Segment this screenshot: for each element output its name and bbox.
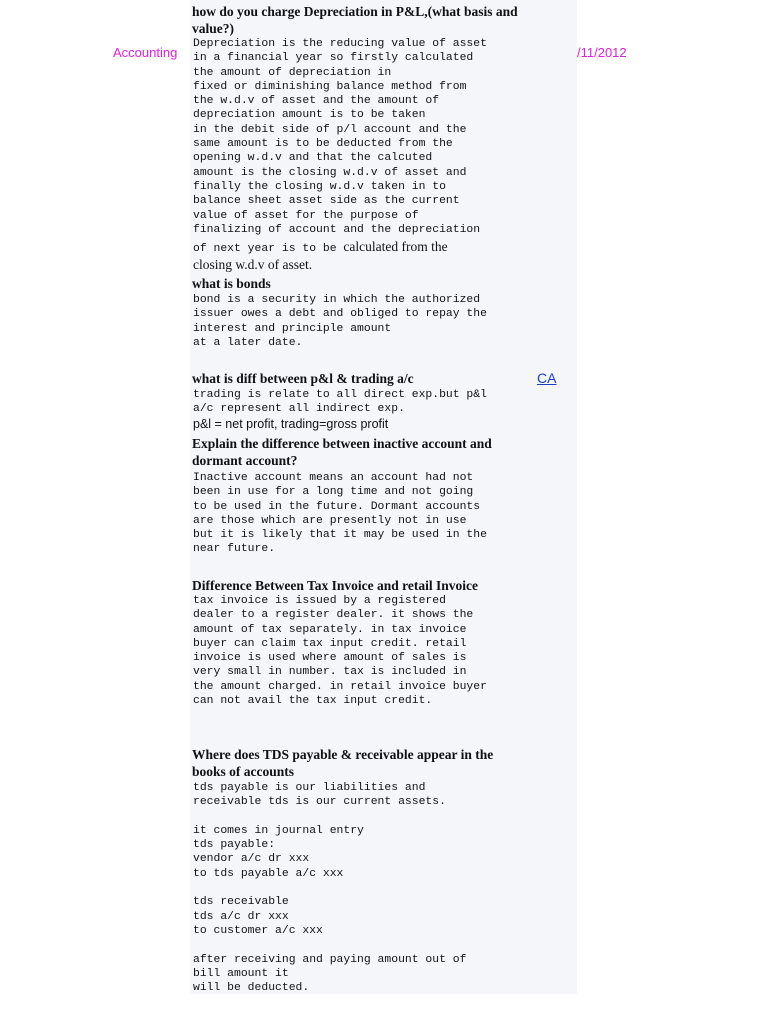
answer-depreciation-tail-mono: of next year is to be xyxy=(193,243,344,255)
answer-depreciation-tail-serif: calculated from the xyxy=(343,239,448,254)
answer-pl-trading-extra: p&l = net profit, trading=gross profit xyxy=(193,417,389,431)
question-tds: Where does TDS payable & receivable appear in the books of accounts xyxy=(192,747,494,779)
date-label: /11/2012 xyxy=(577,45,627,60)
question-depreciation: how do you charge Depreciation in P&L,(what basis and value?) xyxy=(192,4,518,36)
answer-depreciation: Depreciation is the reducing value of asset in a financial year so firstly calculated the amount of depreciation in fixed or diminishing balance method from the w.d.v of asset and the amount of depreciation amount is to be taken in the debit side of p/l account and the same amount is to be deducted from the opening w.d.v and that the calcuted amount is the closing w.d.v of asset and finally the closing w.d.v taken in to balance sheet asset side as the current value of asset for the purpose of finalizing of account and the depreciation xyxy=(193,38,487,236)
question-tax-retail-invoice: Difference Between Tax Invoice and retail Invoice xyxy=(192,578,478,593)
category-label: Accounting xyxy=(113,45,178,60)
answer-bonds: bond is a security in which the authorized issuer owes a debt and obliged to repay the interest and principle amount at a later date. xyxy=(193,294,487,349)
answer-tds: tds payable is our liabilities and receivable tds is our current assets. it comes in journal entry tds payable: vendor a/c dr xxx to tds payable a/c xxx tds receivable tds a/c dr xxx to customer a/c xxx after receiving and paying amount out of bill amount it will be deducted. xyxy=(193,782,467,995)
tag-link-ca[interactable]: CA xyxy=(537,370,557,386)
question-inactive-dormant: Explain the difference between inactive account and dormant account? xyxy=(192,436,492,468)
question-pl-trading: what is diff between p&l & trading a/c xyxy=(192,371,414,386)
question-bonds: what is bonds xyxy=(192,276,271,291)
answer-pl-trading: trading is relate to all direct exp.but p&l a/c represent all indirect exp. xyxy=(193,389,487,416)
answer-depreciation-tail xyxy=(193,238,523,258)
answer-depreciation-last: closing w.d.v of asset. xyxy=(193,257,313,272)
answer-tax-retail-invoice: tax invoice is issued by a registered dealer to a register dealer. it shows the amount of tax separately. in tax invoice buyer can claim tax input credit. retail invoice is used where amount of sales is very small in number. tax is included in the amount charged. in retail invoice buyer can not avail the tax input credit. xyxy=(193,595,487,708)
answer-inactive-dormant: Inactive account means an account had not been in use for a long time and not going to be used in the future. Dormant accounts are those which are presently not in use but it is likely that it may be used in the near future. xyxy=(193,472,487,556)
